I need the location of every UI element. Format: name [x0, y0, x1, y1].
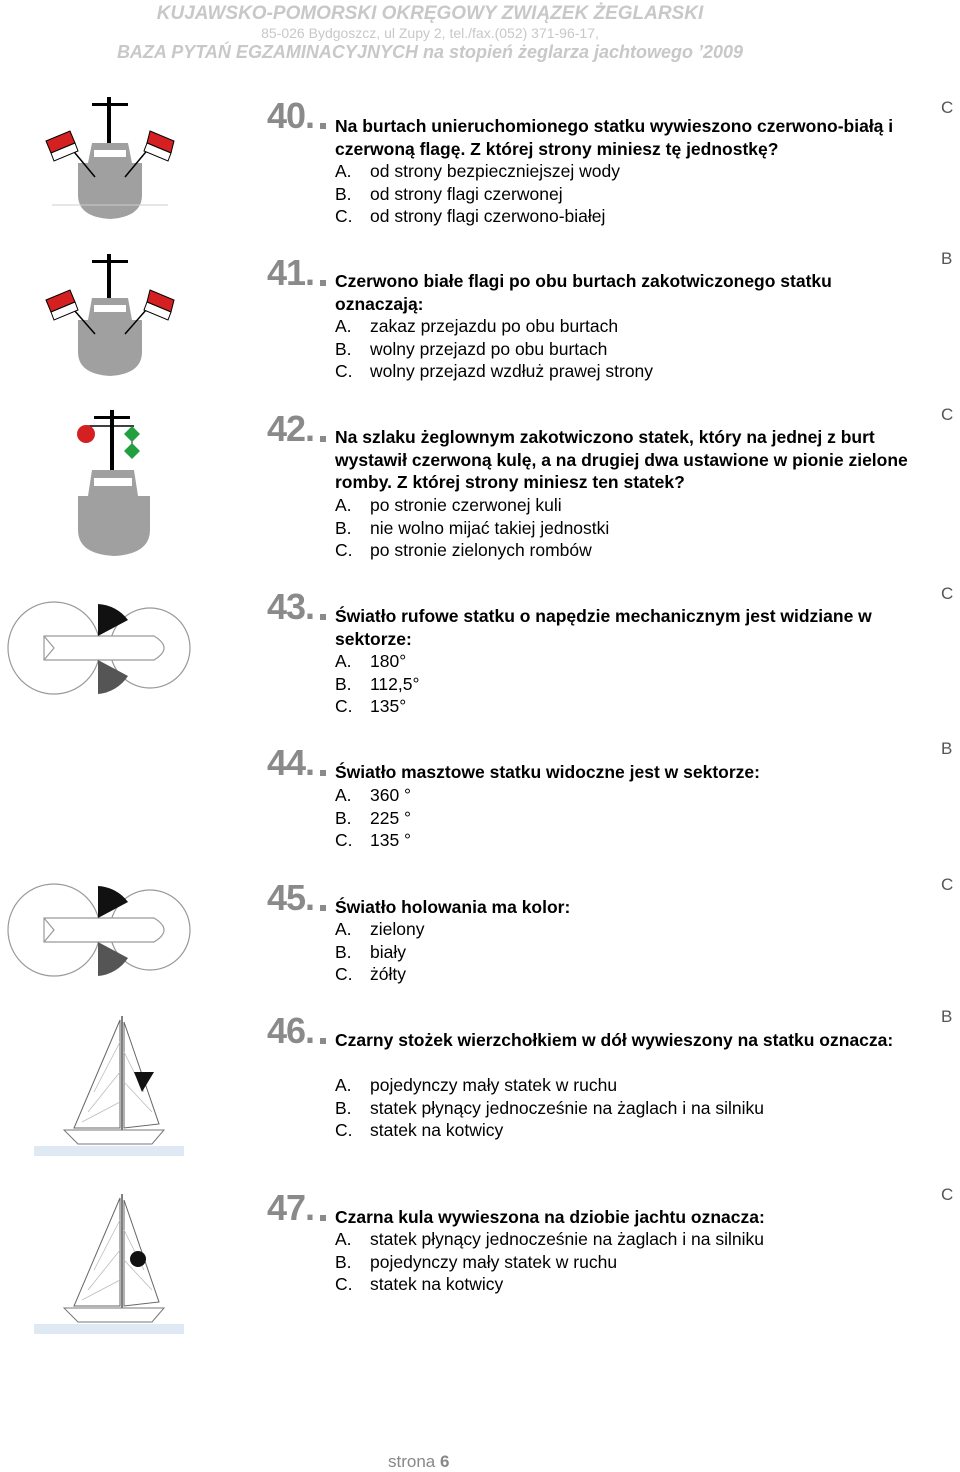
question-text: Czarny stożek wierzchołkiem w dół wywieszony na statku oznacza: [335, 1030, 894, 1050]
light-sector-diagram [4, 880, 194, 980]
options [335, 315, 653, 383]
option-b: B. pojedynczy mały statek w ruchu [335, 1251, 618, 1272]
option-b: B. wolny przejazd po obu burtach [335, 338, 608, 359]
answer-key: B [941, 249, 953, 268]
answer-key: C [941, 405, 954, 424]
answer-key: C [941, 1185, 954, 1204]
option-a: A. zakaz przejazdu po obu burtach [335, 316, 619, 336]
question-text: Na burtach unieruchomionego statku wywieszono czerwono-białą i czerwoną flagę. Z której strony miniesz tę jednostkę? [335, 116, 894, 159]
answer-key: C [941, 584, 954, 603]
anchored-ship-ball-diamonds-illustration [70, 408, 160, 558]
option-a: A. od strony bezpieczniejszej wody [335, 161, 620, 181]
option-a: A. statek płynący jednocześnie na żaglach i na silniku [335, 1229, 764, 1249]
question-text: Na szlaku żeglownym zakotwiczono statek, który na jednej z burt wystawił czerwoną kulę, a na drugiej dwa ustawione w pionie zielone romby. Z której strony miniesz ten statek? [335, 427, 908, 492]
anchored-ship-flags-illustration [40, 95, 180, 220]
options [335, 1074, 764, 1142]
option-b: B. biały [335, 941, 406, 962]
question-number: 46. [267, 1010, 315, 1051]
page-footer: strona 6 [388, 1452, 450, 1471]
option-c: C. statek na kotwicy [335, 1120, 504, 1140]
question-number: 40. [267, 95, 315, 136]
option-c: C. wolny przejazd wzdłuż prawej strony [335, 361, 654, 381]
option-a: A. 180° [335, 651, 407, 671]
light-sector-diagram [4, 598, 194, 698]
option-c: C. żółty [335, 964, 406, 984]
option-a: A. po stronie czerwonej kuli [335, 495, 562, 515]
question-number: 44. [267, 742, 315, 783]
option-c: C. od strony flagi czerwono-białej [335, 206, 606, 226]
option-a: A. 360 ° [335, 785, 412, 805]
header-title: KUJAWSKO-POMORSKI OKRĘGOWY ZWIĄZEK ŻEGLARSKI [156, 3, 704, 24]
option-b: B. 112,5° [335, 673, 420, 694]
option-b: B. od strony flagi czerwonej [335, 183, 563, 204]
options [335, 918, 424, 986]
question-number: 47. [267, 1187, 315, 1228]
options [335, 650, 420, 718]
option-b: B. 225 ° [335, 807, 412, 828]
options [335, 1228, 764, 1296]
question-text: Światło holowania ma kolor: [335, 897, 571, 917]
answer-key: C [941, 875, 954, 894]
option-b: B. nie wolno mijać takiej jednostki [335, 517, 610, 538]
header-subtitle: BAZA PYTAŃ EGZAMINACYJNYCH na stopień żeglarza jachtowego ’2009 [116, 42, 744, 62]
answer-key: B [941, 1007, 953, 1026]
option-a: A. zielony [335, 919, 425, 939]
question-number: 41. [267, 252, 315, 293]
option-b: B. statek płynący jednocześnie na żaglach i na silniku [335, 1097, 764, 1118]
question-text: Czerwono białe flagi po obu burtach zakotwiczonego statku oznaczają: [335, 271, 832, 314]
header-address: 85-026 Bydgoszcz, ul Zupy 2, tel./fax.(052) 371-96-17, [261, 25, 599, 41]
anchored-ship-flags-illustration [40, 252, 180, 377]
question-number: 45. [267, 877, 315, 918]
options [335, 160, 620, 228]
sailboat-cone-illustration [34, 1012, 184, 1157]
option-a: A. pojedynczy mały statek w ruchu [335, 1075, 618, 1095]
option-c: C. 135° [335, 696, 407, 716]
answer-key: C [941, 98, 954, 117]
sailboat-ball-illustration [34, 1190, 184, 1335]
answer-key: B [941, 739, 953, 758]
question-text: Czarna kula wywieszona na dziobie jachtu oznacza: [335, 1207, 765, 1227]
question-text: Światło rufowe statku o napędzie mechanicznym jest widziane w sektorze: [335, 606, 872, 649]
page-number: 6 [439, 1452, 450, 1471]
options [335, 494, 609, 562]
option-c: C. 135 ° [335, 830, 412, 850]
option-c: C. statek na kotwicy [335, 1274, 504, 1294]
question-number: 43. [267, 586, 315, 627]
question-text: Światło masztowe statku widoczne jest w sektorze: [335, 762, 760, 782]
option-c: C. po stronie zielonych rombów [335, 540, 592, 560]
question-number: 42. [267, 408, 315, 449]
options [335, 784, 411, 852]
